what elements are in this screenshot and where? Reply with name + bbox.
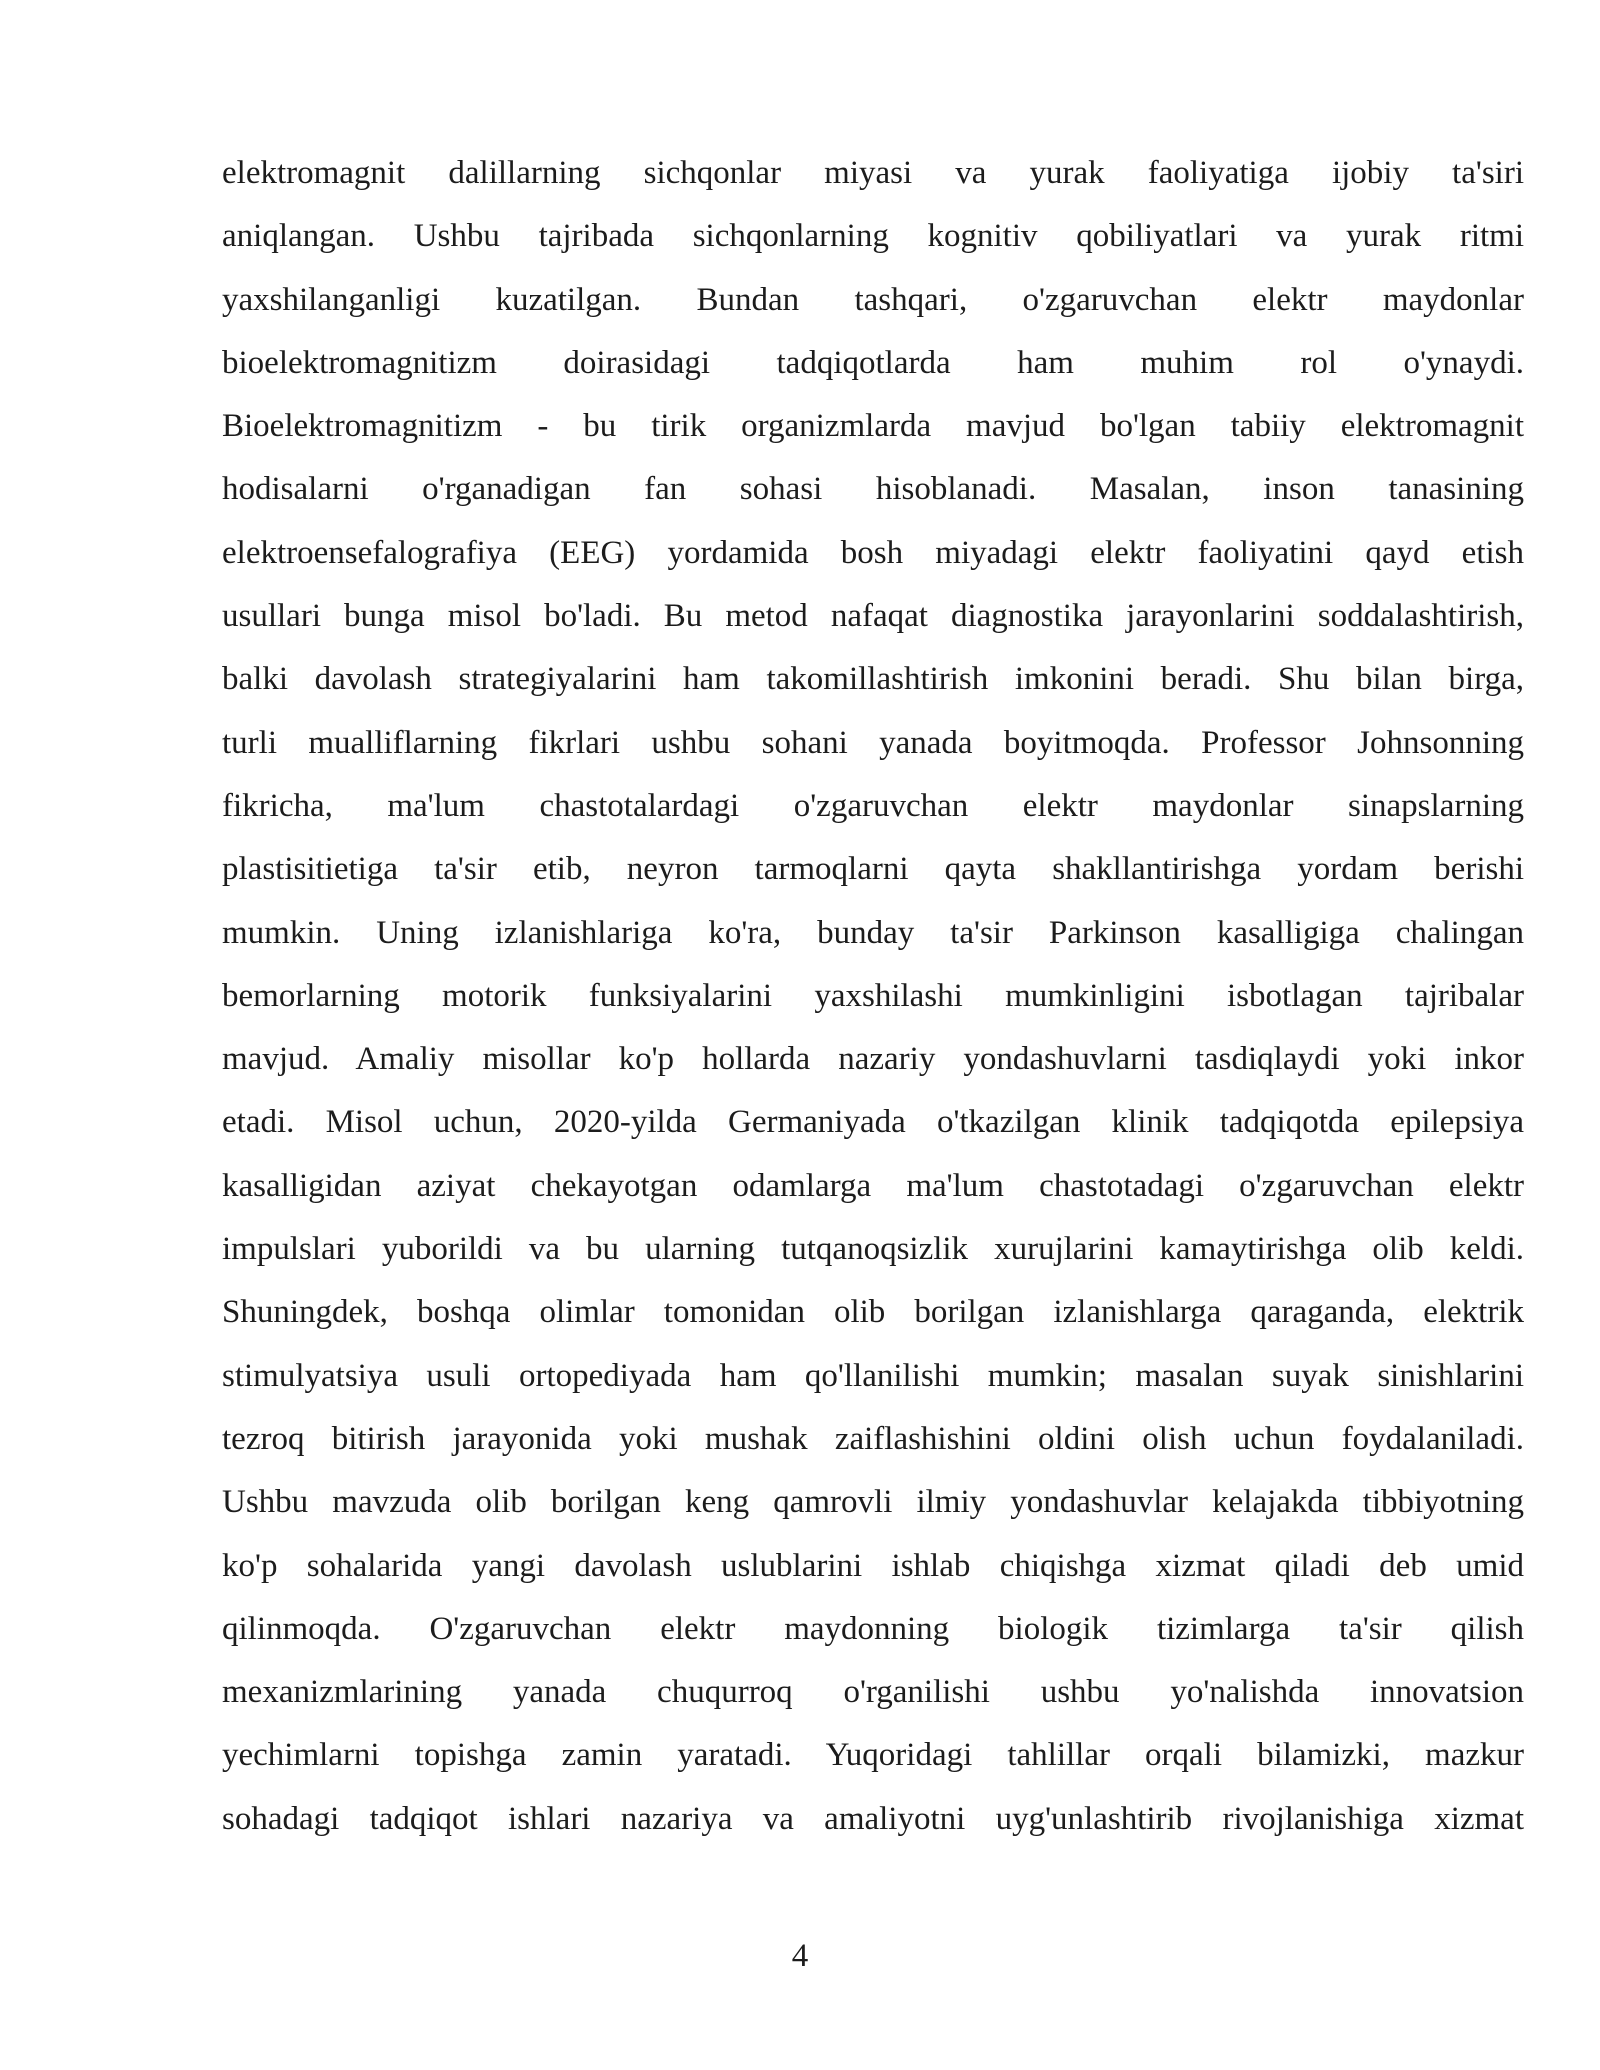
text-line: elektroensefalografiya (EEG) yordamida bosh miyadagi elektr faoliyatini qayd etish — [222, 534, 1524, 571]
text-line: mexanizmlarining yanada chuqurroq o'rganilishi ushbu yo'nalishda innovatsion — [222, 1674, 1524, 1711]
text-line: mumkin. Uning izlanishlariga ko'ra, bunday ta'sir Parkinson kasalligiga chalingan — [222, 914, 1524, 951]
text-line: sohadagi tadqiqot ishlari nazariya va amaliyotni uyg'unlashtirib rivojlanishiga xizmat — [222, 1800, 1524, 1837]
text-line: bemorlarning motorik funksiyalarini yaxshilashi mumkinligini isbotlagan tajribalar — [222, 977, 1524, 1014]
text-line: balki davolash strategiyalarini ham takomillashtirish imkonini beradi. Shu bilan birga, — [222, 661, 1524, 698]
text-line: stimulyatsiya usuli ortopediyada ham qo'llanilishi mumkin; masalan suyak sinishlarini — [222, 1357, 1524, 1394]
text-line: Bioelektromagnitizm - bu tirik organizmlarda mavjud bo'lgan tabiiy elektromagnit — [222, 408, 1524, 445]
text-line: qilinmoqda. O'zgaruvchan elektr maydonning biologik tizimlarga ta'sir qilish — [222, 1610, 1524, 1647]
text-line: hodisalarni o'rganadigan fan sohasi hisoblanadi. Masalan, inson tanasining — [222, 471, 1524, 508]
text-line: plastisitietiga ta'sir etib, neyron tarmoqlarni qayta shakllantirishga yordam berishi — [222, 851, 1524, 888]
text-line: yechimlarni topishga zamin yaratadi. Yuqoridagi tahlillar orqali bilamizki, mazkur — [222, 1737, 1524, 1774]
text-line: elektromagnit dalillarning sichqonlar miyasi va yurak faoliyatiga ijobiy ta'siri — [222, 155, 1524, 191]
text-line: fikricha, ma'lum chastotalardagi o'zgaruvchan elektr maydonlar sinapslarning — [222, 787, 1524, 824]
text-line: kasalligidan aziyat chekayotgan odamlarga ma'lum chastotadagi o'zgaruvchan elektr — [222, 1167, 1524, 1204]
body-paragraph — [222, 142, 1524, 1851]
text-line: mavjud. Amaliy misollar ko'p hollarda nazariy yondashuvlarni tasdiqlaydi yoki inkor — [222, 1041, 1524, 1078]
text-line: Ushbu mavzuda olib borilgan keng qamrovli ilmiy yondashuvlar kelajakda tibbiyotning — [222, 1484, 1524, 1521]
text-line: aniqlangan. Ushbu tajribada sichqonlarning kognitiv qobiliyatlari va yurak ritmi — [222, 218, 1524, 255]
text-line: turli mualliflarning fikrlari ushbu sohani yanada boyitmoqda. Professor Johnsonning — [222, 724, 1524, 761]
text-line: impulslari yuborildi va bu ularning tutqanoqsizlik xurujlarini kamaytirishga olib keldi. — [222, 1231, 1524, 1268]
text-line: etadi. Misol uchun, 2020-yilda Germaniyada o'tkazilgan klinik tadqiqotda epilepsiya — [222, 1104, 1524, 1141]
text-line: ko'p sohalarida yangi davolash uslublarini ishlab chiqishga xizmat qiladi deb umid — [222, 1547, 1524, 1584]
text-line: yaxshilanganligi kuzatilgan. Bundan tashqari, o'zgaruvchan elektr maydonlar — [222, 281, 1524, 318]
page-number: 4 — [791, 1938, 809, 1974]
text-line: tezroq bitirish jarayonida yoki mushak zaiflashishini oldini olish uchun foydalaniladi. — [222, 1420, 1524, 1457]
text-line: bioelektromagnitizm doirasidagi tadqiqotlarda ham muhim rol o'ynaydi. — [222, 344, 1524, 381]
text-line: Shuningdek, boshqa olimlar tomonidan olib borilgan izlanishlarga qaraganda, elektrik — [222, 1294, 1524, 1331]
text-line: usullari bunga misol bo'ladi. Bu metod nafaqat diagnostika jarayonlarini soddalashtirish, — [222, 598, 1524, 635]
